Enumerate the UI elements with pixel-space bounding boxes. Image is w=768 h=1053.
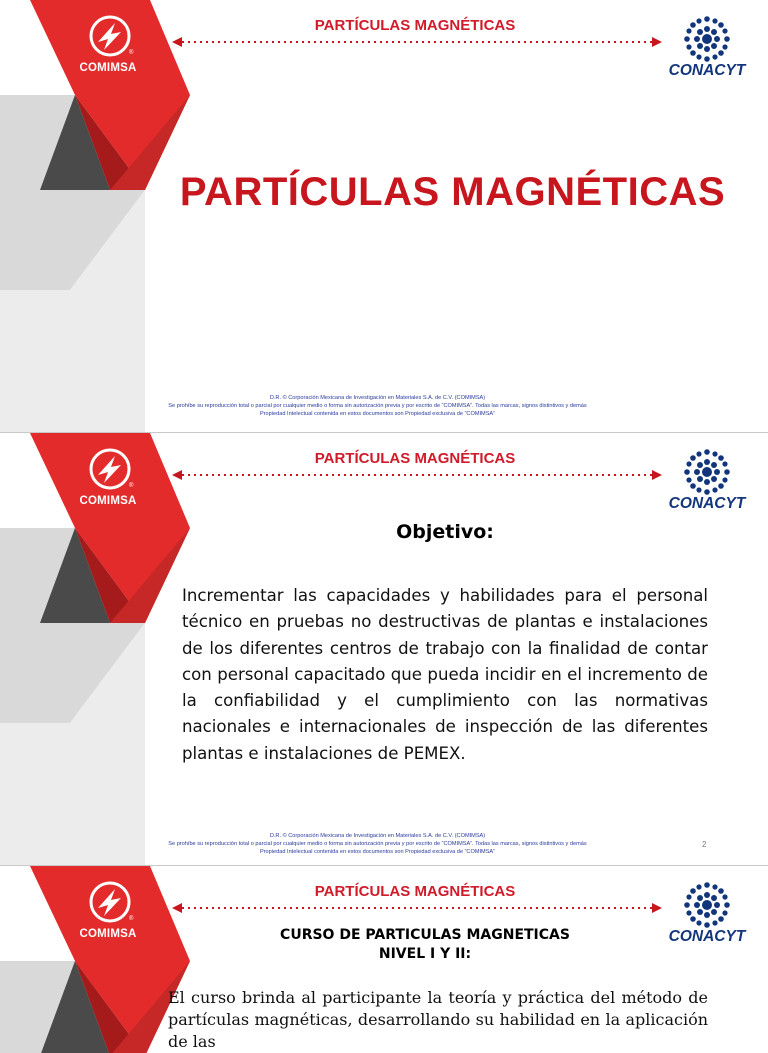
- comimsa-logo: ® COMIMSA: [70, 880, 150, 950]
- sun-dots-icon: [682, 880, 732, 930]
- header-title: PARTÍCULAS MAGNÉTICAS: [314, 883, 516, 900]
- conacyt-wordmark: CONACYT: [668, 62, 746, 79]
- lightning-emblem-icon: [88, 447, 132, 491]
- footer-line: Propiedad Intelectual contenida en estos documentos son Propiedad exclusiva de “COMIMSA”: [259, 411, 496, 417]
- slide-objective: [0, 433, 768, 865]
- main-title: PARTÍCULAS MAGNÉTICAS: [179, 170, 726, 214]
- objective-body: Incrementar las capacidades y habilidades para el personal técnico en pruebas no destructivas de plantas e instalaciones de los diferentes centros de trabajo con la finalidad de contar con personal capacitado que pueda incidir en el incremento de la confiabilidad y el cumplimiento con las normativas nacionales e internacionales de inspección de las diferentes plantas e instalaciones de PEMEX.: [182, 586, 708, 763]
- conacyt-logo: [668, 880, 746, 950]
- footer-line: Se prohíbe su reproducción total o parcial por cualquier medio o forma sin autorización previa y por escrito de “COMIMSA”. Todas las marcas, signos distintivos y demás: [168, 841, 587, 847]
- copyright-footer: [120, 394, 635, 418]
- course-heading-line1: CURSO DE PARTICULAS MAGNETICAS: [280, 927, 570, 943]
- comimsa-wordmark: COMIMSA: [79, 928, 137, 940]
- dotted-arrow-line: [172, 467, 662, 483]
- slide-course: [0, 866, 768, 1051]
- lightning-emblem-icon: [88, 880, 132, 924]
- dotted-arrow-line: [172, 34, 662, 50]
- comimsa-wordmark: COMIMSA: [79, 495, 137, 507]
- conacyt-logo: [668, 447, 746, 517]
- sun-dots-icon: [682, 14, 732, 64]
- header-title: PARTÍCULAS MAGNÉTICAS: [314, 450, 516, 467]
- comimsa-logo: ® COMIMSA: [70, 447, 150, 517]
- conacyt-logo: [668, 14, 746, 84]
- slide-title: [0, 0, 768, 432]
- comimsa-wordmark: COMIMSA: [79, 62, 137, 74]
- page-number: 2: [702, 840, 707, 849]
- lightning-emblem-icon: [88, 14, 132, 58]
- footer-line: D.R. © Corporación Mexicana de Investigación en Materiales S.A. de C.V. (COMIMSA): [269, 833, 486, 839]
- footer-line: Se prohíbe su reproducción total o parcial por cualquier medio o forma sin autorización previa y por escrito de “COMIMSA”. Todas las marcas, signos distintivos y demás: [168, 403, 587, 409]
- footer-line: Propiedad Intelectual contenida en estos documentos son Propiedad exclusiva de “COMIMSA”: [259, 849, 496, 855]
- course-heading: [250, 926, 600, 964]
- sun-dots-icon: [682, 447, 732, 497]
- copyright-footer: [120, 832, 635, 856]
- conacyt-wordmark: CONACYT: [668, 495, 746, 512]
- conacyt-wordmark: CONACYT: [668, 928, 746, 945]
- header-title: PARTÍCULAS MAGNÉTICAS: [314, 17, 516, 34]
- course-body: El curso brinda al participante la teoría y práctica del método de partículas magnéticas, desarrollando su habilidad en la aplicación de las: [168, 988, 708, 1051]
- course-heading-line2: NIVEL I Y II:: [378, 946, 472, 962]
- comimsa-logo: ® COMIMSA: [70, 14, 150, 84]
- dotted-arrow-line: [172, 900, 662, 916]
- footer-line: D.R. © Corporación Mexicana de Investigación en Materiales S.A. de C.V. (COMIMSA): [269, 395, 486, 401]
- objective-heading: Objetivo:: [396, 521, 494, 543]
